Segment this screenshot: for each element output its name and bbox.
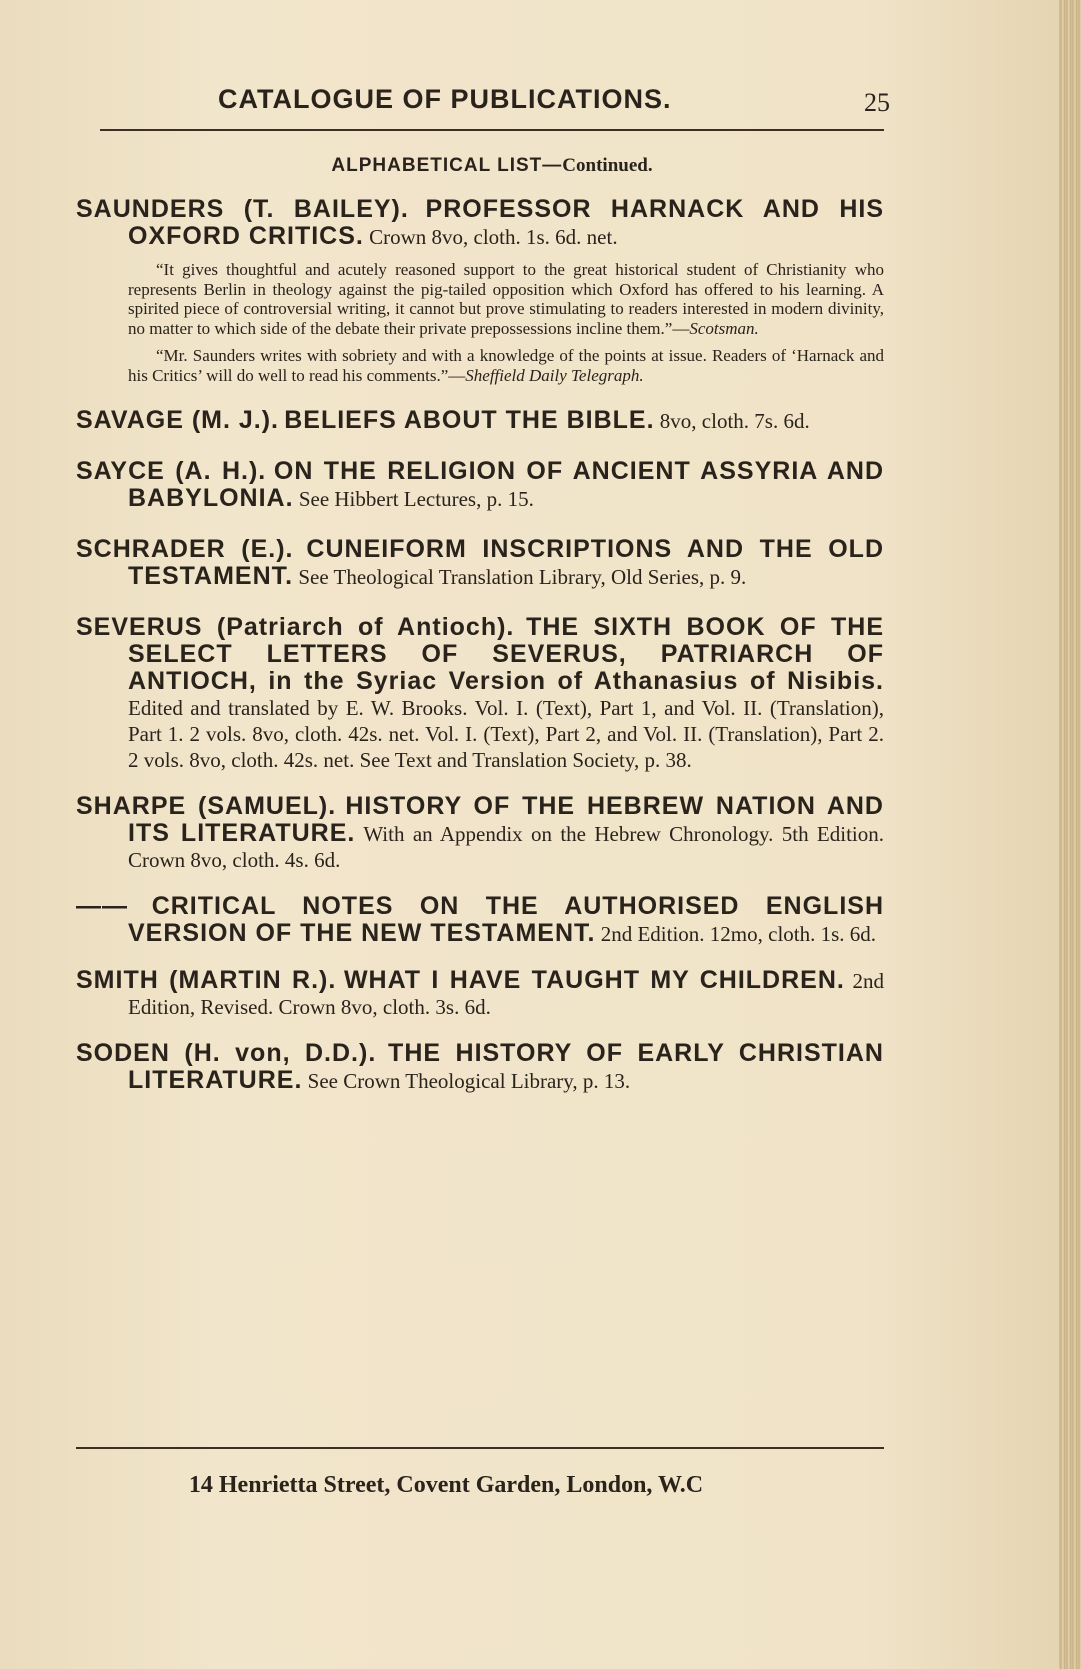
catalogue-entry	[76, 793, 884, 873]
entry-title: THE HISTORY OF EARLY CHRISTIAN LITERATURE.	[128, 1039, 884, 1094]
quote-text: “It gives thoughtful and acutely reasoned support to the great historical student of Christianity who represents Berlin in theology against the pig-tailed opposition which Oxford has offered to his learning. A spirited piece of controversial writing, it cannot but prove stimulating to readers interested in modern divinity, no matter to which side of the debate their private prepossessions incline them.”—	[128, 260, 884, 338]
catalogue-list	[76, 196, 884, 1094]
subheading-main: ALPHABETICAL LIST—	[331, 155, 563, 176]
entry-title: PROFESSOR HARNACK AND HIS OXFORD CRITICS.	[128, 195, 885, 250]
entry-author: SMITH (MARTIN R.).	[76, 966, 337, 994]
page-number: 25	[864, 88, 890, 117]
entry-title: WHAT I HAVE TAUGHT MY CHILDREN.	[343, 966, 845, 994]
book-spine-edge	[1059, 0, 1081, 1669]
entry-author: SHARPE (SAMUEL).	[76, 792, 337, 820]
entry-author: SAYCE (A. H.).	[76, 457, 267, 485]
entry-publication-details: See Theological Translation Library, Old Series, p. 9.	[298, 565, 747, 589]
entry-title: BELIEFS ABOUT THE BIBLE.	[284, 406, 655, 434]
running-title: CATALOGUE OF PUBLICATIONS.	[218, 84, 672, 114]
entry-publication-details: Edited and translated by E. W. Brooks. Vol. I. (Text), Part 1, and Vol. II. (Translation), Part 1. 2 vols. 8vo, cloth. 42s. net. Vol. I. (Text), Part 2, and Vol. II. (Translation), Part 2. 2 vols. 8vo, cloth. 42s. net. See Text and Translation Society, p. 38.	[128, 696, 884, 772]
catalogue-entry	[76, 967, 884, 1020]
catalogue-entry	[76, 614, 884, 773]
publisher-address: 14 Henrietta Street, Covent Garden, London, W.C	[188, 1472, 704, 1498]
entry-publication-details: 2nd Edition. 12mo, cloth. 1s. 6d.	[600, 922, 877, 946]
catalogue-entry	[76, 407, 884, 434]
subheading-suffix: Continued.	[562, 155, 653, 176]
entry-title: HISTORY OF THE HEBREW NATION AND ITS LITERATURE.	[128, 792, 884, 847]
entry-author: SAVAGE (M. J.).	[76, 406, 279, 434]
catalogue-entry	[76, 893, 884, 947]
footer-rule	[76, 1447, 884, 1449]
entry-author: SAUNDERS (T. BAILEY).	[76, 195, 409, 223]
review-quote	[128, 260, 884, 338]
entry-publication-details: 2nd Edition, Revised. Crown 8vo, cloth. 3s. 6d.	[128, 969, 885, 1019]
entry-publication-details: See Crown Theological Library, p. 13.	[307, 1069, 631, 1093]
entry-author: SEVERUS (Patriarch of Antioch).	[76, 613, 515, 641]
entry-publication-details: Crown 8vo, cloth. 1s. 6d. net.	[369, 225, 618, 249]
entry-publication-details: 8vo, cloth. 7s. 6d.	[659, 409, 810, 433]
catalogue-entry	[76, 196, 884, 385]
entry-author: SODEN (H. von, D.D.).	[76, 1039, 377, 1067]
review-quotes	[128, 260, 884, 385]
review-quote	[128, 346, 884, 385]
entry-title: ON THE RELIGION OF ANCIENT ASSYRIA AND BABYLONIA.	[128, 457, 885, 512]
catalogue-entry	[76, 1040, 884, 1094]
page-header	[100, 84, 890, 124]
catalogue-entry	[76, 458, 884, 512]
catalogue-entry	[76, 536, 884, 590]
quote-source: Scotsman.	[689, 318, 759, 338]
entry-title: CRITICAL NOTES ON THE AUTHORISED ENGLISH VERSION OF THE NEW TESTAMENT.	[128, 892, 884, 947]
entry-publication-details: With an Appendix on the Hebrew Chronology. 5th Edition. Crown 8vo, cloth. 4s. 6d.	[128, 822, 884, 872]
entry-title: THE SIXTH BOOK OF THE SELECT LETTERS OF SEVERUS, PATRIARCH OF ANTIOCH, in the Syriac Version of Athanasius of Nisibis.	[128, 613, 885, 695]
entry-author: SCHRADER (E.).	[76, 535, 294, 563]
section-subheading	[100, 155, 884, 177]
entry-title: CUNEIFORM INSCRIPTIONS AND THE OLD TESTAMENT.	[128, 535, 884, 590]
entry-publication-details: See Hibbert Lectures, p. 15.	[298, 487, 534, 511]
entry-author: ——	[76, 892, 128, 920]
quote-source: Sheffield Daily Telegraph.	[465, 365, 644, 385]
header-rule	[100, 129, 884, 131]
quote-text: “Mr. Saunders writes with sobriety and with a knowledge of the points at issue. Readers of ‘Harnack and his Critics’ will do well to read his comments.”—	[128, 346, 884, 385]
